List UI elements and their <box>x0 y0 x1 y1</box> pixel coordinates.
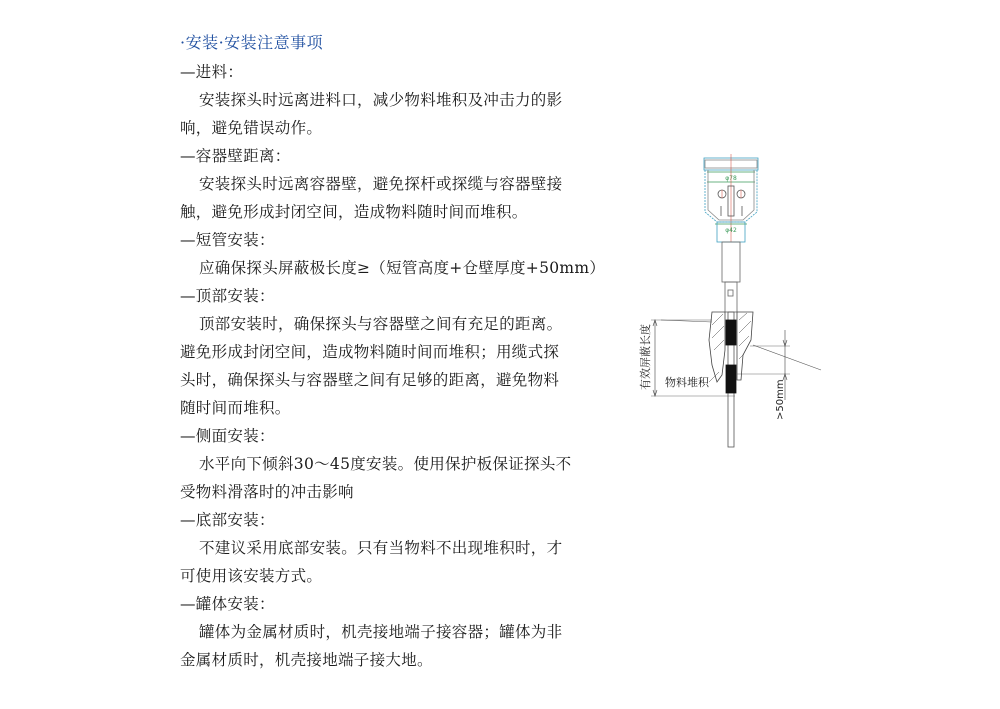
min-distance-label: >50mm <box>775 379 786 420</box>
paragraph-line: 不建议采用底部安装。只有当物料不出现堆积时，才 <box>199 539 563 557</box>
paragraph-line: 安装探头时远离容器壁，避免探杆或探缆与容器壁接 <box>199 175 563 193</box>
heading-short-pipe: —短管安装： <box>180 231 275 249</box>
paragraph-line: 金属材质时，机壳接地端子接大地。 <box>180 651 433 669</box>
heading-bottom-install: —底部安装： <box>180 511 275 529</box>
heading-side-install: —侧面安装： <box>180 427 275 445</box>
paragraph-line: 随时间而堆积。 <box>180 399 291 417</box>
svg-text:φ78: φ78 <box>725 175 737 182</box>
heading-wall-distance: —容器壁距离： <box>180 147 291 165</box>
paragraph-line: 安装探头时远离进料口，减少物料堆积及冲击力的影 <box>199 91 563 109</box>
probe-head-icon <box>704 154 758 312</box>
paragraph-line: 响，避免错误动作。 <box>180 119 323 137</box>
heading-feed: —进料： <box>180 63 244 81</box>
paragraph-line: 避免形成封闭空间，造成物料随时间而堆积；用缆式探 <box>180 343 560 361</box>
paragraph-line: 受物料滑落时的冲击影响 <box>180 483 354 501</box>
material-buildup-label: 物料堆积 <box>665 376 709 389</box>
svg-text:φ42: φ42 <box>725 227 737 234</box>
probe-installation-drawing <box>625 150 835 450</box>
section-title: ·安装·安装注意事项 <box>180 33 324 52</box>
paragraph-line: 头时，确保探头与容器壁之间有足够的距离，避免物料 <box>180 371 560 389</box>
heading-top-install: —顶部安装： <box>180 287 275 305</box>
paragraph-line: 可使用该安装方式。 <box>180 567 323 585</box>
paragraph-line: 水平向下倾斜30～45度安装。使用保护板保证探头不 <box>199 455 572 473</box>
paragraph-line: 罐体为金属材质时，机壳接地端子接容器；罐体为非 <box>199 623 563 641</box>
paragraph-line: 顶部安装时，确保探头与容器壁之间有充足的距离。 <box>199 315 563 333</box>
paragraph-line: 应确保探头屏蔽极长度≥（短管高度+仓壁厚度+50mm） <box>199 259 606 277</box>
paragraph-line: 触，避免形成封闭空间，造成物料随时间而堆积。 <box>180 203 528 221</box>
shield-length-label: 有效屏蔽长度 <box>639 324 652 390</box>
heading-tank-install: —罐体安装： <box>180 595 275 613</box>
text-column <box>180 30 610 674</box>
